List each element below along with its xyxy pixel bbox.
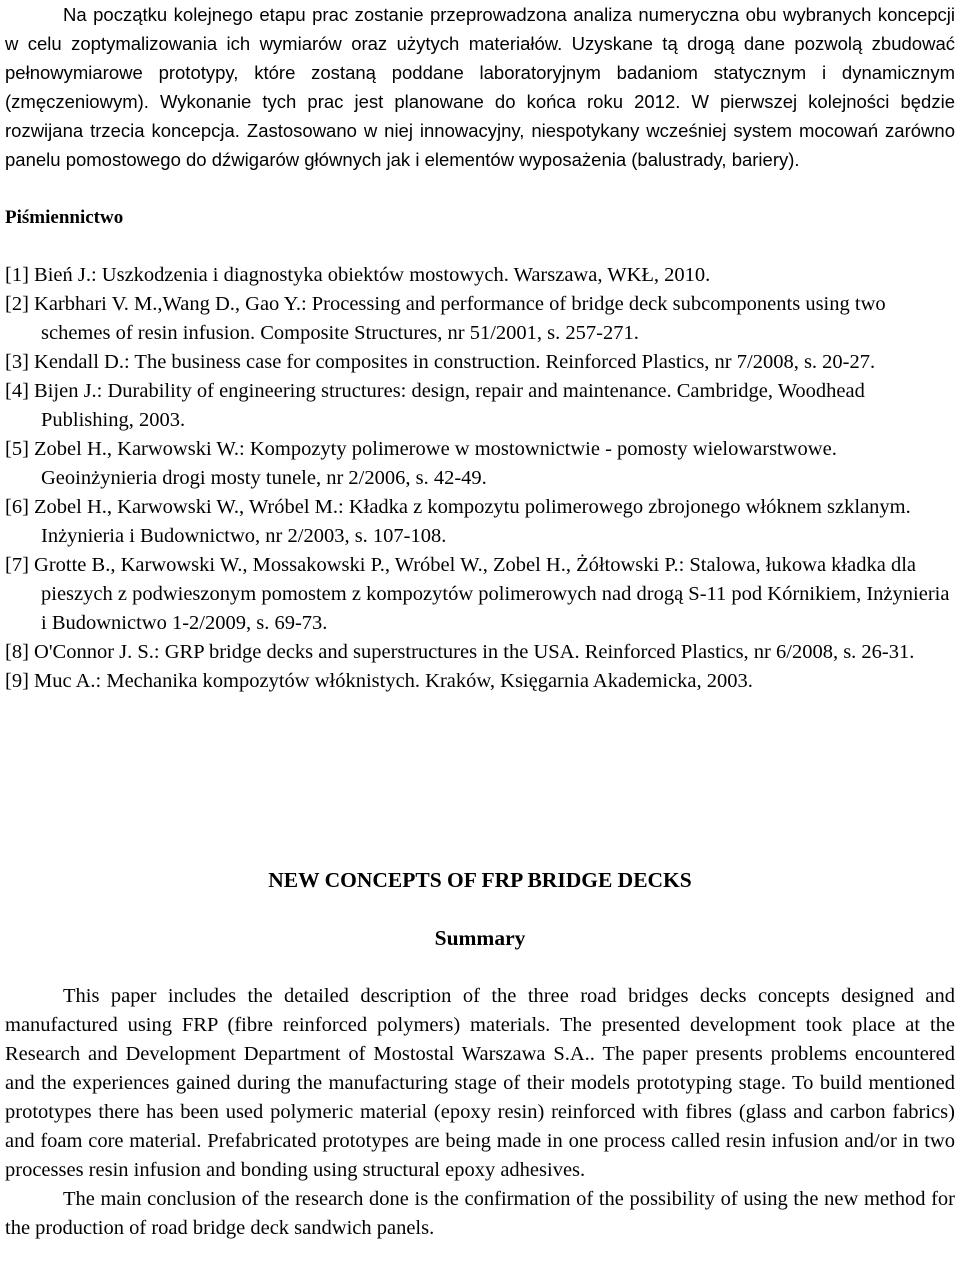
reference-item: [2] Karbhari V. M.,Wang D., Gao Y.: Processing and performance of bridge deck subcomponents using two schemes of resin infusion. Composite Structures, nr 51/2001, s. 257-271. <box>5 293 886 344</box>
summary-heading: Summary <box>434 926 526 950</box>
reference-item: [7] Grotte B., Karwowski W., Mossakowski P., Wróbel W., Zobel H., Żółtowski P.: Stalowa, łukowa kładka dla pieszych z podwieszonym pomostem z kompozytów polimerowych nad drogą S-11 pod Kórnikiem, Inżynieria i Budownictwo 1-2/2009, s. 69-73. <box>5 554 950 634</box>
reference-item: [9] Muc A.: Mechanika kompozytów włóknistych. Kraków, Księgarnia Akademicka, 2003. <box>5 670 753 692</box>
reference-item: [1] Bień J.: Uszkodzenia i diagnostyka obiektów mostowych. Warszawa, WKŁ, 2010. <box>5 264 711 286</box>
abstract-paragraph: This paper includes the detailed description of the three road bridges decks concepts designed and manufactured using FRP (fibre reinforced polymers) materials. The presented development took place at the Research and Development Department of Mostostal Warszawa S.A.. The paper presents problems encountered and the experiences gained during the manufacturing stage of their models prototyping stage. To build mentioned prototypes there has been used polymeric material (epoxy resin) reinforced with fibres (glass and carbon fabrics) and foam core material. Prefabricated prototypes are being made in one process called resin infusion and/or in two processes resin infusion and bonding using structural epoxy adhesives. <box>5 985 955 1181</box>
abstract <box>5 982 955 1243</box>
reference-item: [5] Zobel H., Karwowski W.: Kompozyty polimerowe w mostownictwie - pomosty wielowarstwowe. Geoinżynieria drogi mosty tunele, nr 2/2006, s. 42-49. <box>5 438 837 489</box>
document-page <box>5 0 955 1239</box>
english-title: NEW CONCEPTS OF FRP BRIDGE DECKS <box>268 868 692 892</box>
intro-paragraph: Na początku kolejnego etapu prac zostanie przeprowadzona analiza numeryczna obu wybranych koncepcji w celu zoptymalizowania ich wymiarów oraz użytych materiałów. Uzyskane tą drogą dane pozwolą zbudować pełnowymiarowe prototypy, które zostaną poddane laboratoryjnym badaniom statycznym i dynamicznym (zmęczeniowym). Wykonanie tych prac jest planowane do końca roku 2012. W pierwszej kolejności będzie rozwijana trzecia koncepcja. Zastosowano w niej innowacyjny, niespotykany wcześniej system mocowań zarówno panelu pomostowego do dźwigarów głównych jak i elementów wyposażenia (balustrady, bariery). <box>5 4 955 170</box>
reference-item: [3] Kendall D.: The business case for composites in construction. Reinforced Plastics, nr 7/2008, s. 20-27. <box>5 351 876 373</box>
references-heading: Piśmiennictwo <box>5 207 124 228</box>
references-list <box>5 261 955 696</box>
reference-item: [8] O'Connor J. S.: GRP bridge decks and superstructures in the USA. Reinforced Plastics, nr 6/2008, s. 26-31. <box>5 641 915 663</box>
reference-item: [4] Bijen J.: Durability of engineering structures: design, repair and maintenance. Cambridge, Woodhead Publishing, 2003. <box>5 380 865 431</box>
abstract-paragraph: The main conclusion of the research done is the confirmation of the possibility of using the new method for the production of road bridge deck sandwich panels. <box>5 1188 955 1239</box>
reference-item: [6] Zobel H., Karwowski W., Wróbel M.: Kładka z kompozytu polimerowego zbrojonego włóknem szklanym. Inżynieria i Budownictwo, nr 2/2003, s. 107-108. <box>5 496 911 547</box>
